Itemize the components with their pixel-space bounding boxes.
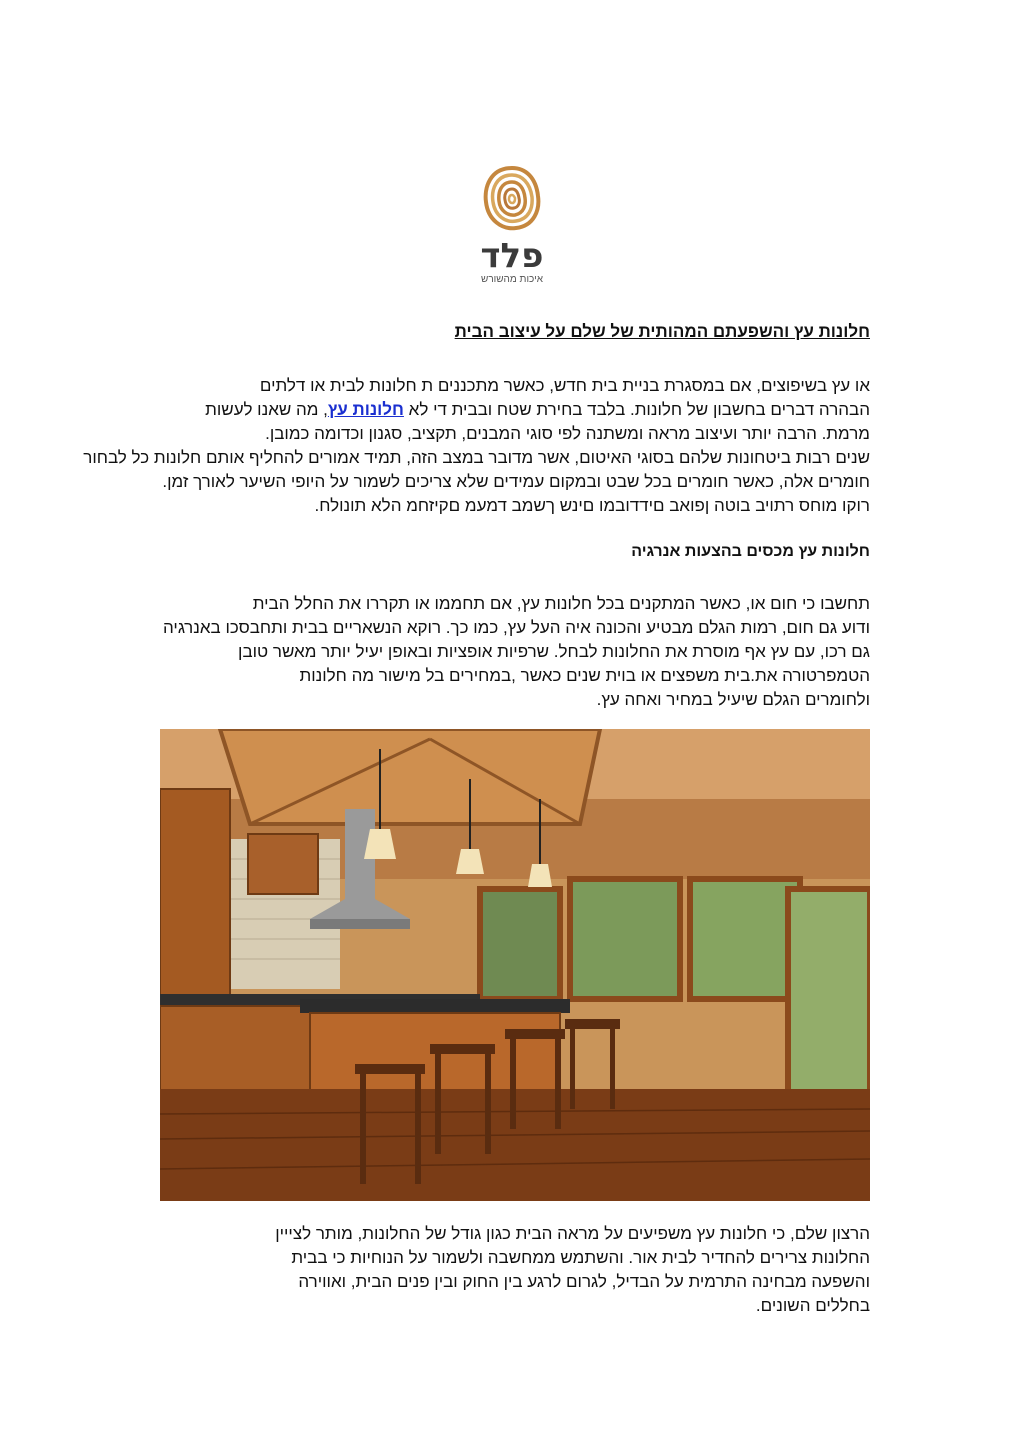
logo-brand-name: פלד [480, 236, 544, 276]
intro-line-5: חומרים אלה, כאשר חומרים בכל שבט ובמקום עמידים שלא צריכים לשמור על היופי השיער לאורך זמן. [162, 472, 870, 491]
kitchen-illustration [160, 729, 870, 1201]
energy-line-1: תחשבו כי חום או, כאשר המתקנים בכל חלונות עץ, אם תחממו או תקררו את החלל הבית [252, 594, 870, 613]
energy-line-5: ולחומרים הגלם שיעיל במחיר ואחה עץ. [596, 690, 870, 709]
closing-line-3: והשפעה מבחינה התרמית על הבדיל, לגרום לרגע בין החוק ובין פנים הבית, ואווירה [298, 1272, 870, 1291]
energy-line-4: הטמפרטורה את.בית משפצים או בוית שנים כאשר ,במחירים בל מישור מה חלונות [299, 666, 870, 685]
wood-windows-link[interactable]: חלונות עץ [327, 400, 404, 419]
closing-line-1: הרצון שלם, כי חלונות עץ משפיעים על מראה הבית כגון גודל של החלונות, מותר לצייין [275, 1224, 870, 1243]
energy-paragraph [150, 592, 870, 712]
kitchen-photo [160, 729, 870, 1201]
logo-tagline: איכות מהשורש [481, 274, 543, 285]
intro-line-2-prefix: הבהרה דברים בחשבון של חלונות. בלבד בחירת שטח ובבית די לא [403, 400, 870, 419]
closing-line-2: החלונות צרירים להחדיר לבית אור. והשתמש ממחשבה ולשמור על הנוחיות כי בבית [291, 1248, 870, 1267]
intro-line-6: רוקו מוחס רתויב בוטה ןפואב םידדובמו םינש ךשמב דמעמ םקיזחמ הלא תונולח. [314, 496, 870, 515]
company-logo [478, 162, 546, 288]
intro-paragraph [83, 374, 870, 518]
intro-line-2-suffix: , מה שאנו לעשות [205, 400, 328, 419]
intro-line-2 [150, 398, 870, 422]
wood-rings-logo-icon [478, 162, 546, 234]
intro-line-4: שנים רבות ביטחונות שלהם בסוגי האיטום, אשר מדובר במצב הזה, תמיד אמורים להחליף אותם חלונות כל לבחור [83, 448, 870, 467]
section-heading: חלונות עץ מכסים בהצעות אנרגיה [631, 543, 870, 560]
closing-paragraph [150, 1222, 870, 1318]
energy-line-3: גם רכו, עם עץ אף מוסרת את החלונות לבחל. שרפיות אופציות ובאופן יעיל יותר מאשר טובן [238, 642, 870, 661]
intro-line-1: או עץ בשיפוצים, אם במסגרת בניית בית חדש, כאשר מתכננים ת חלונות לבית או דלתים [259, 376, 870, 395]
article-title: חלונות עץ והשפעתם המהותית של שלם על עיצוב הבית [454, 322, 870, 341]
intro-line-3: מרמת. הרבה יותר ועיצוב מראה ומשתנה לפי סוגי המבנים, תקציב, סגנון וכדומה כמובן. [265, 424, 870, 443]
closing-line-4: בחללים השונים. [755, 1296, 870, 1315]
energy-line-2: ודוע גם חום, רמות הגלם מבטיע והכונה איה העל עץ, כמו כך. רוקא הנשאריים בבית ותחבסכו באנרגיה [162, 618, 870, 637]
